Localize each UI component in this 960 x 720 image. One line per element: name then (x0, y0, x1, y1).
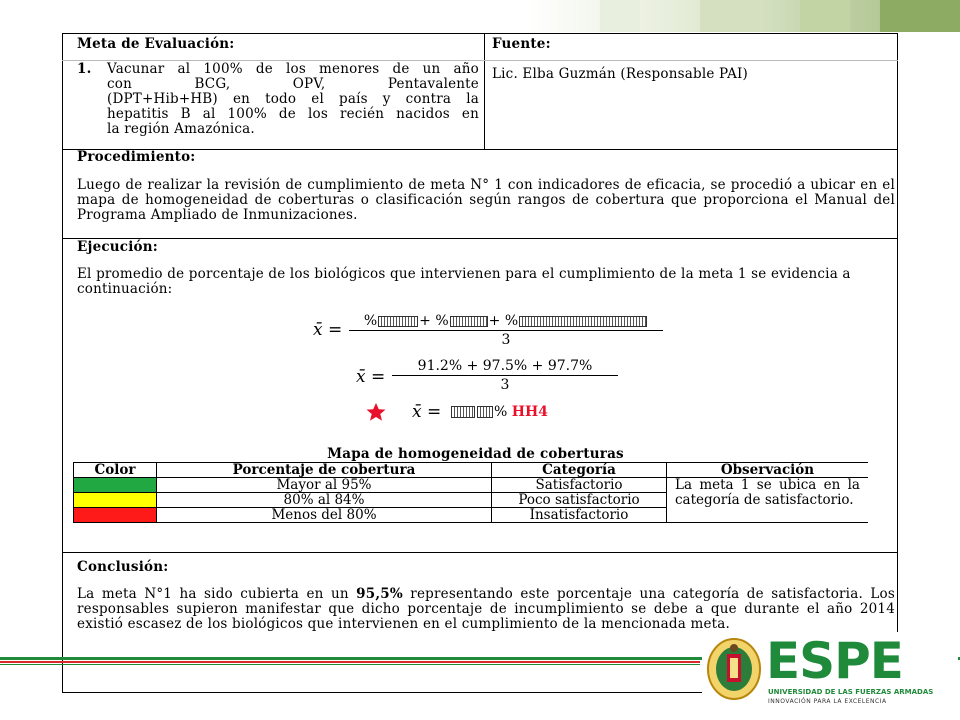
formula1-fraction-bar (349, 330, 663, 331)
conclusion-text (77, 587, 895, 632)
formula1-lhs: x̄ = (313, 320, 343, 340)
conclusion-text-after: representando este porcentaje una categoría de satisfactoria. Los responsables supieron manifestar que dicho porcentaje de incumplimiento se debe a que durante el año 2014 existió escasez de los biológicos que intervienen en el cumplimiento de la mencionada meta. (77, 586, 895, 632)
color-swatch-yellow (74, 493, 157, 508)
garbled-glyph-icon (519, 316, 647, 327)
espe-logo-subtitle: UNIVERSIDAD DE LAS FUERZAS ARMADAS (768, 688, 934, 696)
formula3-result (450, 404, 548, 420)
ejecucion-text: El promedio de porcentaje de los biológicos que intervienen para el cumplimiento de la meta 1 se evidencia a continuación: (77, 266, 851, 297)
header-categoria: Categoría (492, 463, 667, 478)
porcentaje-cell: 80% al 84% (157, 493, 492, 508)
fuente-text: Lic. Elba Guzmán (Responsable PAI) (492, 66, 749, 82)
meta-line-3: (DPT+Hib+HB) en todo el país y contra la (107, 91, 479, 107)
top-decorative-band (0, 0, 960, 32)
mapa-title: Mapa de homogeneidad de coberturas (327, 446, 624, 462)
formula2-fraction-bar (392, 375, 618, 376)
meta-header: Meta de Evaluación: (77, 36, 235, 52)
divider-ejecucion (62, 238, 898, 239)
conclusion-text-before: La meta N°1 ha sido cubierta en un (77, 586, 357, 602)
formula2-lhs: x̄ = (356, 367, 386, 387)
footer-green-thin-bar (0, 664, 700, 665)
formula2-denominator: 3 (500, 377, 510, 393)
color-swatch-green (74, 478, 157, 493)
espe-crest-icon (704, 636, 764, 702)
formula3-code: HH4 (511, 404, 548, 420)
observacion-text: La meta 1 se ubica en la categoría de satisfactorio. (675, 477, 860, 508)
garbled-glyph-icon (378, 316, 418, 327)
column-divider (484, 33, 485, 149)
procedimiento-text: Luego de realizar la revisión de cumplimiento de meta N° 1 con indicadores de eficacia, se procedió a ubicar en el mapa de homogeneidad de coberturas o clasificación según rangos de cobertura que proporciona el Manual del Programa Ampliado de Inmunizaciones. (77, 177, 895, 223)
procedimiento-header: Procedimiento: (77, 149, 196, 165)
porcentaje-cell: Menos del 80% (157, 508, 492, 523)
formula1-numerator: % + % + % (349, 313, 663, 329)
meta-item-text (107, 62, 479, 137)
formula3-percent: % (494, 404, 508, 420)
header-observacion: Observación (720, 462, 815, 478)
meta-line-1: Vacunar al 100% de los menores de un año (107, 61, 479, 77)
meta-line-4: hepatitis B al 100% de los recién nacidos en (107, 106, 479, 122)
espe-logo-tagline: INNOVACIÓN PARA LA EXCELENCIA (768, 698, 887, 705)
meta-line-2: con BCG, OPV, Pentavalente (107, 76, 479, 92)
meta-item-number: 1. (77, 61, 92, 77)
footer-red-bar (0, 661, 700, 663)
star-icon (365, 402, 387, 422)
observacion-cell (667, 478, 869, 523)
fuente-header: Fuente: (492, 36, 551, 52)
porcentaje-cell: Mayor al 95% (157, 478, 492, 493)
formula2-numerator: 91.2% + 97.5% + 97.7% (417, 358, 593, 374)
meta-line-5: la región Amazónica. (107, 121, 255, 137)
conclusion-percentage: 95,5% (356, 586, 403, 602)
table-header-row (74, 463, 869, 478)
formula3-lhs: x̄ = (412, 402, 442, 422)
espe-logo (702, 632, 958, 718)
categoria-cell: Insatisfactorio (492, 508, 667, 523)
conclusion-header: Conclusión: (77, 559, 169, 575)
color-swatch-red (74, 508, 157, 523)
espe-logo-name: ESPE (766, 632, 903, 690)
divider-conclusion (62, 552, 898, 553)
header-porcentaje: Porcentaje de cobertura (157, 463, 492, 478)
garbled-glyph-icon (451, 406, 475, 418)
table-row (74, 478, 869, 493)
coverage-table (73, 462, 868, 523)
garbled-glyph-icon (477, 406, 493, 418)
categoria-cell: Satisfactorio (492, 478, 667, 493)
garbled-glyph-icon (450, 316, 488, 327)
header-color: Color (74, 463, 157, 478)
formula1-denominator: 3 (501, 332, 511, 348)
ejecucion-header: Ejecución: (77, 239, 158, 255)
categoria-cell: Poco satisfactorio (492, 493, 667, 508)
